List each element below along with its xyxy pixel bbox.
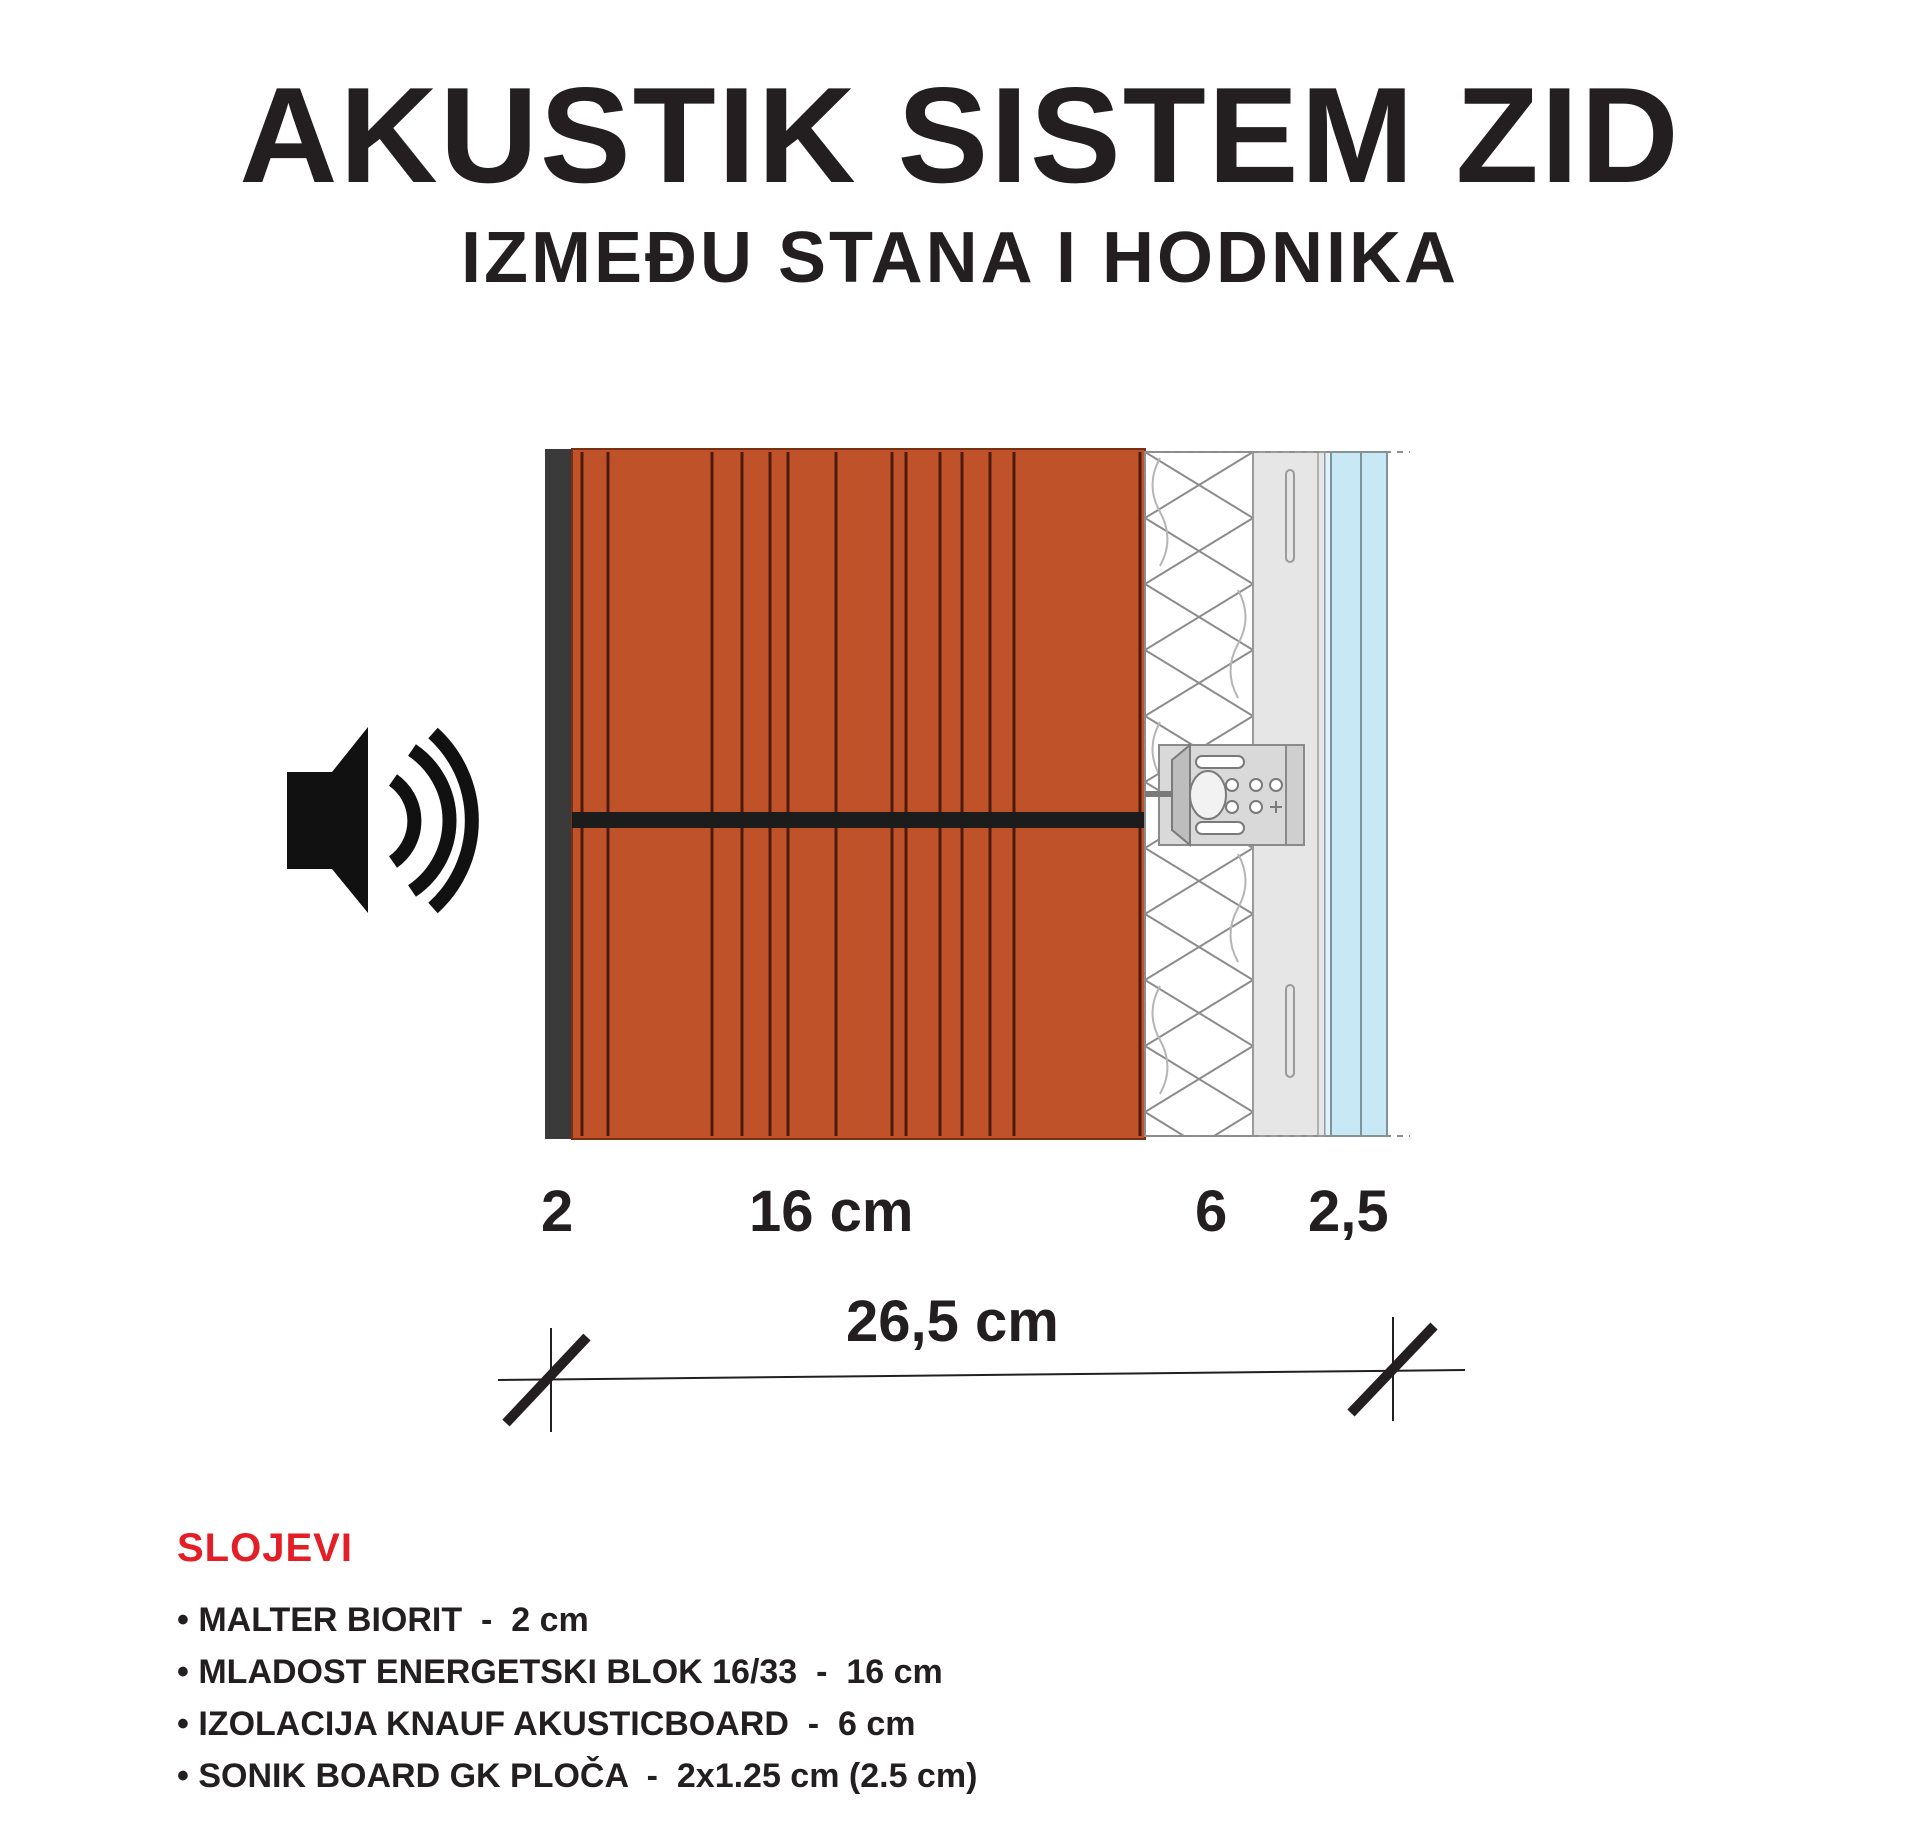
dimension-board: 2,5 — [1308, 1179, 1389, 1244]
legend-item-block: • MLADOST ENERGETSKI BLOK 16/33 - 16 cm — [177, 1653, 943, 1691]
dimension-insulation: 6 — [1195, 1179, 1228, 1244]
legend-item-board: • SONIK BOARD GK PLOČA - 2x1.25 cm (2.5 cm) — [177, 1757, 978, 1795]
speaker-sound-icon — [287, 727, 472, 913]
page-subtitle: IZMEĐU STANA I HODNIKA — [461, 218, 1459, 298]
dimension-total: 26,5 cm — [846, 1289, 1059, 1354]
dimension-block: 16 cm — [749, 1179, 914, 1244]
page-title: AKUSTIK SISTEM ZID — [239, 59, 1681, 211]
brick-block-layer — [572, 449, 1145, 1139]
plaster-layer — [545, 449, 572, 1139]
legend-item-plaster: • MALTER BIORIT - 2 cm — [177, 1601, 589, 1639]
legend-title: SLOJEVI — [177, 1526, 353, 1570]
gypsum-board-layer — [1325, 452, 1387, 1136]
acoustic-bracket — [1145, 745, 1304, 845]
legend-item-insulation: • IZOLACIJA KNAUF AKUSTICBOARD - 6 cm — [177, 1705, 916, 1743]
dimension-plaster: 2 — [541, 1179, 574, 1244]
layer-legend — [177, 1594, 977, 1802]
